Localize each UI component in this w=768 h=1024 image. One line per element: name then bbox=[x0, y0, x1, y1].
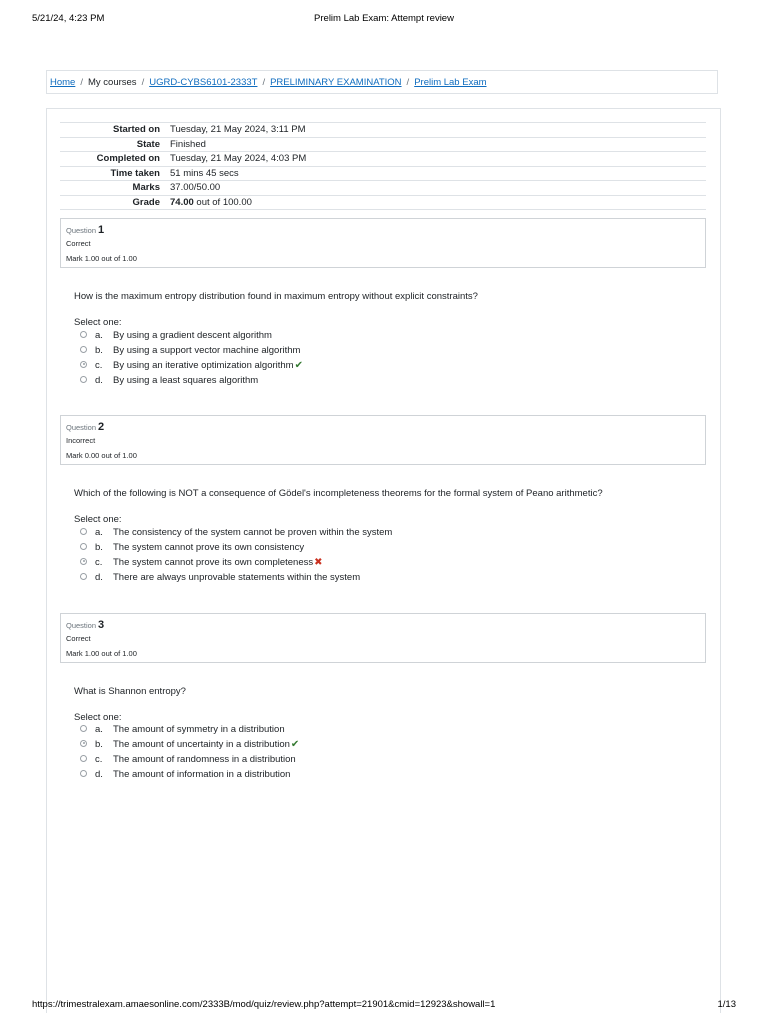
print-url: https://trimestralexam.amaesonline.com/2333B/mod/quiz/review.php?attempt=21901&cmid=12923&showall=1 bbox=[32, 999, 496, 1010]
question-text: What is Shannon entropy? bbox=[74, 686, 186, 697]
breadcrumb-separator: / bbox=[141, 77, 145, 88]
radio-button-selected[interactable] bbox=[80, 361, 87, 368]
breadcrumb-section-link[interactable]: PRELIMINARY EXAMINATION bbox=[270, 77, 402, 88]
answer-letter: c. bbox=[95, 360, 103, 371]
question-label: Question bbox=[66, 423, 97, 432]
summary-value: Finished bbox=[170, 138, 206, 150]
question-mark: Mark 1.00 out of 1.00 bbox=[66, 649, 137, 658]
breadcrumb-course-link[interactable]: UGRD-CYBS6101-2333T bbox=[149, 77, 258, 88]
answer-option[interactable] bbox=[80, 374, 258, 388]
answer-option[interactable] bbox=[80, 526, 392, 540]
grade-out-of: out of 100.00 bbox=[196, 196, 252, 208]
summary-row-grade bbox=[60, 195, 706, 210]
radio-button-selected[interactable] bbox=[80, 740, 87, 747]
summary-label: Completed on bbox=[96, 153, 160, 165]
answer-letter: b. bbox=[95, 739, 103, 750]
radio-button[interactable] bbox=[80, 543, 87, 550]
grade-value: 74.00 bbox=[170, 196, 194, 208]
radio-button[interactable] bbox=[80, 528, 87, 535]
radio-button[interactable] bbox=[80, 331, 87, 338]
answer-letter: d. bbox=[95, 375, 103, 386]
answer-option[interactable] bbox=[80, 541, 304, 555]
print-header bbox=[0, 13, 768, 27]
answer-text: By using an iterative optimization algorithm bbox=[113, 360, 294, 371]
question-label: Question bbox=[66, 226, 97, 235]
answer-text: The amount of symmetry in a distribution bbox=[113, 724, 285, 735]
answer-letter: a. bbox=[95, 527, 103, 538]
answer-option-selected[interactable] bbox=[80, 738, 299, 752]
question-number: 3 bbox=[98, 619, 105, 631]
summary-value: 37.00/50.00 bbox=[170, 182, 221, 194]
answer-text: The system cannot prove its own completeness bbox=[113, 557, 314, 568]
incorrect-x-icon: ✖ bbox=[314, 557, 323, 568]
question-state: Correct bbox=[66, 634, 91, 643]
breadcrumb-quiz-link[interactable]: Prelim Lab Exam bbox=[414, 77, 487, 88]
summary-row-state bbox=[60, 137, 706, 152]
answer-option[interactable] bbox=[80, 571, 360, 585]
breadcrumb bbox=[46, 70, 718, 94]
summary-row-completed bbox=[60, 152, 706, 167]
summary-label: Started on bbox=[113, 124, 160, 136]
question-number: 1 bbox=[98, 224, 105, 236]
question-state: Incorrect bbox=[66, 436, 96, 445]
breadcrumb-home-link[interactable]: Home bbox=[50, 77, 76, 88]
answer-text: By using a support vector machine algorithm bbox=[113, 345, 301, 356]
print-footer bbox=[0, 999, 768, 1013]
select-one-prompt: Select one: bbox=[74, 712, 122, 723]
answer-option[interactable] bbox=[80, 344, 300, 358]
answer-option[interactable] bbox=[80, 753, 296, 767]
summary-row-marks bbox=[60, 181, 706, 196]
question-info-box bbox=[60, 218, 706, 268]
question-state: Correct bbox=[66, 239, 91, 248]
answer-text: The consistency of the system cannot be proven within the system bbox=[113, 527, 393, 538]
print-page-number: 1/13 bbox=[717, 999, 736, 1010]
question-text: Which of the following is NOT a consequence of Gödel's incompleteness theorems for the formal system of Peano arithmetic? bbox=[74, 488, 603, 499]
radio-button[interactable] bbox=[80, 573, 87, 580]
answer-text: The system cannot prove its own consistency bbox=[113, 542, 305, 553]
answer-text: The amount of uncertainty in a distribution bbox=[113, 739, 290, 750]
answer-letter: c. bbox=[95, 557, 103, 568]
answer-option-selected[interactable] bbox=[80, 359, 303, 373]
attempt-summary-table bbox=[60, 122, 706, 210]
summary-row-started bbox=[60, 123, 706, 138]
radio-button[interactable] bbox=[80, 755, 87, 762]
radio-button-selected[interactable] bbox=[80, 558, 87, 565]
question-info-box bbox=[60, 415, 706, 465]
answer-option[interactable] bbox=[80, 768, 290, 782]
select-one-prompt: Select one: bbox=[74, 317, 122, 328]
question-info-box bbox=[60, 613, 706, 663]
print-datetime: 5/21/24, 4:23 PM bbox=[32, 13, 105, 24]
answer-text: The amount of randomness in a distribution bbox=[113, 754, 296, 765]
radio-button[interactable] bbox=[80, 725, 87, 732]
summary-label: Time taken bbox=[110, 167, 160, 179]
summary-label: Grade bbox=[132, 196, 160, 208]
summary-value: 51 mins 45 secs bbox=[170, 167, 239, 179]
answer-option[interactable] bbox=[80, 723, 285, 737]
question-text: How is the maximum entropy distribution found in maximum entropy without explicit constraints? bbox=[74, 291, 478, 302]
answer-letter: d. bbox=[95, 572, 103, 583]
question-mark: Mark 1.00 out of 1.00 bbox=[66, 254, 137, 263]
correct-check-icon: ✔ bbox=[290, 739, 300, 750]
breadcrumb-separator: / bbox=[262, 77, 266, 88]
summary-label: Marks bbox=[132, 182, 160, 194]
answer-text: There are always unprovable statements within the system bbox=[113, 572, 361, 583]
breadcrumb-separator: / bbox=[80, 77, 83, 88]
radio-button[interactable] bbox=[80, 346, 87, 353]
breadcrumb-my-courses: My courses bbox=[87, 77, 137, 88]
answer-letter: d. bbox=[95, 769, 103, 780]
summary-label: State bbox=[136, 138, 160, 150]
summary-value bbox=[165, 195, 706, 210]
answer-text: The amount of information in a distribution bbox=[113, 769, 291, 780]
question-label: Question bbox=[66, 621, 97, 630]
answer-letter: c. bbox=[95, 754, 103, 765]
answer-letter: a. bbox=[95, 724, 103, 735]
answer-option-selected[interactable] bbox=[80, 556, 323, 570]
radio-button[interactable] bbox=[80, 770, 87, 777]
answer-letter: b. bbox=[95, 345, 103, 356]
radio-button[interactable] bbox=[80, 376, 87, 383]
summary-value: Tuesday, 21 May 2024, 3:11 PM bbox=[170, 124, 306, 136]
breadcrumb-separator: / bbox=[406, 77, 410, 88]
correct-check-icon: ✔ bbox=[294, 360, 303, 371]
answer-text: By using a gradient descent algorithm bbox=[113, 330, 272, 341]
answer-option[interactable] bbox=[80, 329, 272, 343]
question-number: 2 bbox=[98, 421, 105, 433]
summary-row-time-taken bbox=[60, 166, 706, 181]
summary-value: Tuesday, 21 May 2024, 4:03 PM bbox=[170, 153, 307, 165]
question-mark: Mark 0.00 out of 1.00 bbox=[66, 451, 137, 460]
answer-letter: a. bbox=[95, 330, 103, 341]
answer-letter: b. bbox=[95, 542, 103, 553]
answer-text: By using a least squares algorithm bbox=[113, 375, 259, 386]
select-one-prompt: Select one: bbox=[74, 514, 122, 525]
print-page-title: Prelim Lab Exam: Attempt review bbox=[314, 13, 454, 24]
